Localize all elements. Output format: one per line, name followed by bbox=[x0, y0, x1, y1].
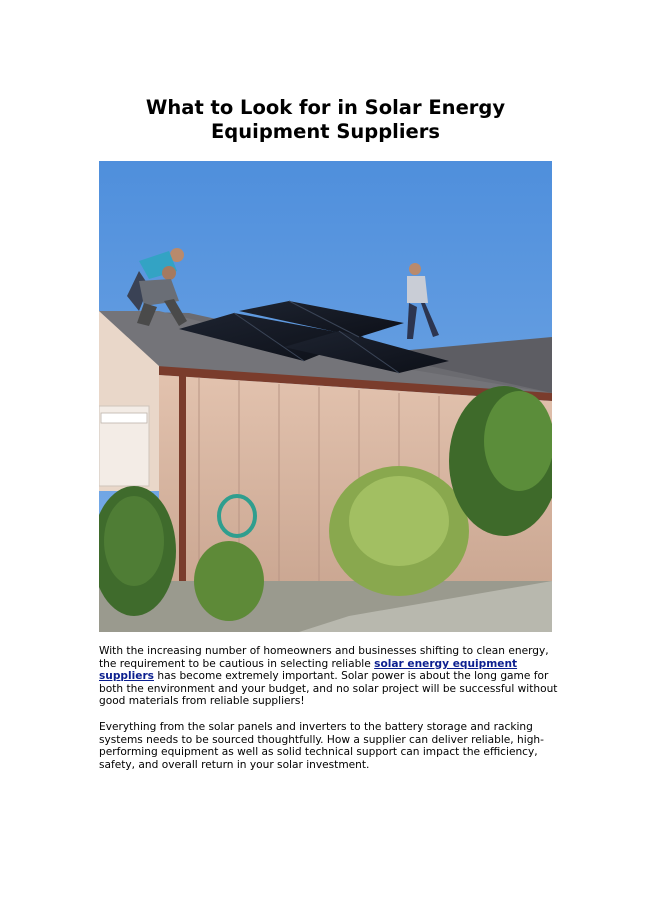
title-line-1: What to Look for in Solar Energy bbox=[145, 96, 506, 119]
intro-text-end: has become extremely important. Solar power is about the long game for both the environment and your budget, and no solar project will be successful without good materials from reliable suppliers! bbox=[99, 670, 558, 708]
body-paragraph: Everything from the solar panels and inverters to the battery storage and racking systems needs to be sourced thoughtfully. How a supplier can deliver reliable, high-performing equipment as well as solid technical support can impact the efficiency, safety, and overall return in your solar investment. bbox=[99, 721, 544, 771]
plant-small bbox=[194, 541, 264, 621]
title-line-2: Equipment Suppliers bbox=[210, 120, 440, 143]
solar-suppliers-link[interactable]: solar energy equipment suppliers bbox=[99, 657, 518, 683]
intro-text-start: With the increasing number of homeowners and businesses shifting to clean energy, the requirement to be cautious in selecting reliable bbox=[99, 645, 549, 670]
page-title bbox=[99, 96, 552, 144]
downspout bbox=[179, 375, 186, 605]
intro-paragraph bbox=[99, 645, 559, 708]
solar-installers-photo bbox=[99, 161, 552, 632]
